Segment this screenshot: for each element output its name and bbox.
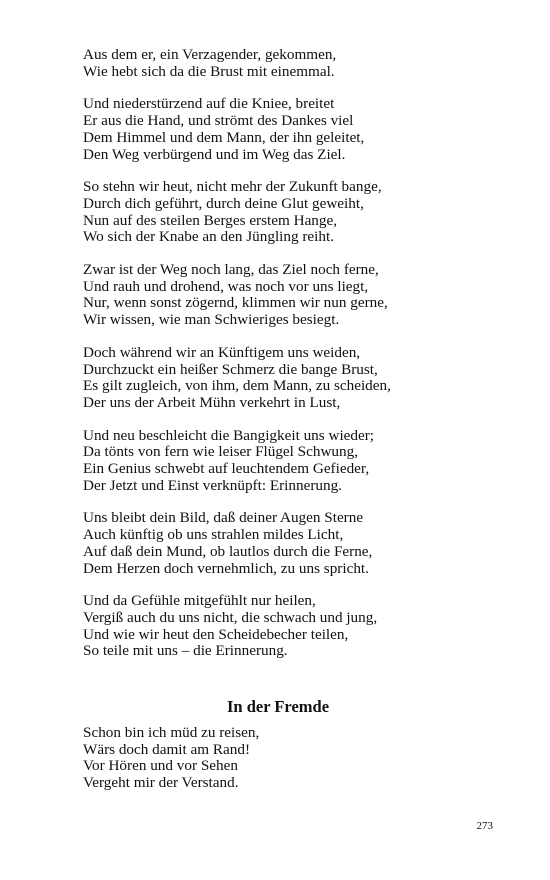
stanza-3 <box>83 179 483 246</box>
verse-line: Wärs doch damit am Rand! <box>83 740 251 758</box>
poem-1 <box>83 47 483 660</box>
verse-line: Er aus die Hand, und strömt des Dankes viel <box>83 112 354 130</box>
verse-line: Vergeht mir der Verstand. <box>83 774 239 792</box>
verse-line: So teile mit uns – die Erinnerung. <box>83 642 288 660</box>
verse-line: Der Jetzt und Einst verknüpft: Erinnerung. <box>83 476 342 494</box>
stanza-7 <box>83 510 483 577</box>
verse-line: Durchzuckt ein heißer Schmerz die bange Brust, <box>83 360 378 378</box>
stanza-1 <box>83 47 483 80</box>
poem-2-stanza <box>83 725 259 792</box>
verse-line: Wie hebt sich da die Brust mit einemmal. <box>83 62 335 80</box>
verse-line: Nun auf des steilen Berges erstem Hange, <box>83 211 338 229</box>
poem-title: In der Fremde <box>226 697 330 716</box>
verse-line: Ein Genius schwebt auf leuchtendem Gefieder, <box>83 460 370 478</box>
verse-line: Den Weg verbürgend und im Weg das Ziel. <box>83 145 346 163</box>
verse-line: So stehn wir heut, nicht mehr der Zukunft bange, <box>83 178 382 196</box>
verse-line: Wir wissen, wie man Schwieriges besiegt. <box>83 311 340 329</box>
stanza-5 <box>83 345 483 412</box>
verse-line: Dem Himmel und dem Mann, der ihn geleitet, <box>83 128 365 146</box>
verse-line: Der uns der Arbeit Mühn verkehrt in Lust, <box>83 393 341 411</box>
stanza-6 <box>83 428 483 495</box>
verse-line: Und rauh und drohend, was noch vor uns liegt, <box>83 277 369 295</box>
verse-line: Auch künftig ob uns strahlen mildes Licht, <box>83 526 344 544</box>
verse-line: Es gilt zugleich, von ihm, dem Mann, zu scheiden, <box>83 377 391 395</box>
stanza-4 <box>83 262 483 329</box>
verse-line: Nur, wenn sonst zögernd, klimmen wir nun gerne, <box>83 294 388 312</box>
verse-line: Da tönts von fern wie leiser Flügel Schwung, <box>83 443 359 461</box>
verse-line: Und da Gefühle mitgefühlt nur heilen, <box>83 592 316 610</box>
page-body <box>83 46 483 792</box>
page-number: 273 <box>476 820 493 832</box>
verse-line: Und niederstürzend auf die Kniee, breitet <box>83 95 335 113</box>
verse-line: Und neu beschleicht die Bangigkeit uns wieder; <box>83 426 375 444</box>
verse-line: Vergiß auch du uns nicht, die schwach und jung, <box>83 608 378 626</box>
verse-line: Uns bleibt dein Bild, daß deiner Augen Sterne <box>83 509 364 527</box>
verse-line: Doch während wir an Künftigem uns weiden, <box>83 343 361 361</box>
verse-line: Zwar ist der Weg noch lang, das Ziel noch ferne, <box>83 261 379 279</box>
verse-line: Vor Hören und vor Sehen <box>83 757 238 775</box>
verse-line: Aus dem er, ein Verzagender, gekommen, <box>83 46 337 63</box>
verse-line: Auf daß dein Mund, ob lautlos durch die Ferne, <box>83 542 373 560</box>
verse-line: Wo sich der Knabe an den Jüngling reiht. <box>83 228 334 246</box>
verse-line: Schon bin ich müd zu reisen, <box>83 724 260 741</box>
verse-line: Dem Herzen doch vernehmlich, zu uns spricht. <box>83 559 369 577</box>
stanza-8 <box>83 593 483 660</box>
stanza-2 <box>83 96 483 163</box>
verse-line: Durch dich geführt, durch deine Glut geweiht, <box>83 194 364 212</box>
verse-line: Und wie wir heut den Scheidebecher teilen, <box>83 625 349 643</box>
